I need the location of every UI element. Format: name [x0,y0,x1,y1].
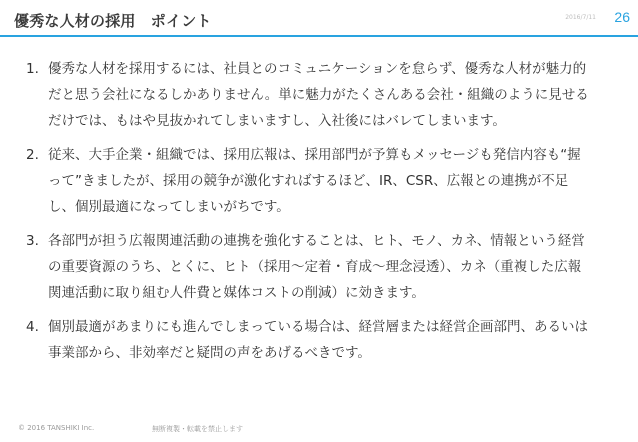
list-item-text: 従来、大手企業・組織では、採用広報は、採用部門が予算もメッセージも発信内容も“握って”きましたが、採用の競争が激化すればするほど、IR、CSR、広報との連携が不足し、個別最適になってしまいがちです。 [48,147,581,215]
list-item-number: 3. [26,233,39,249]
reproduction-notice: 無断複製・転載を禁止します [152,425,243,433]
list-item-number: 1. [26,61,39,77]
list-item [26,228,594,306]
slide-footer [0,422,638,442]
list-item-text: 個別最適があまりにも進んでしまっている場合は、経営層または経営企画部門、あるいは事業部から、非効率だと疑問の声をあげるべきです。 [48,319,588,361]
slide-title: 優秀な人材の採用 ポイント [14,12,212,30]
slide-header [0,0,638,36]
list-item-text: 優秀な人材を採用するには、社員とのコミュニケーションを怠らず、優秀な人材が魅力的だと思う会社になるしかありません。単に魅力がたくさんある会社・組織のように見せるだけでは、もはや見抜かれてしまいますし、入社後にはバレてしまいます。 [48,61,589,129]
list-item [26,56,594,134]
list-item-number: 4. [26,319,39,335]
page-number: 26 [614,9,630,25]
list-item [26,314,594,366]
list-item-text: 各部門が担う広報関連活動の連携を強化することは、ヒト、モノ、カネ、情報という経営の重要資源のうち、とくに、ヒト（採用〜定着・育成〜理念浸透）、カネ（重複した広報関連活動に取り組む人件費と媒体コストの削減）に効きます。 [48,233,585,301]
list-item [26,142,594,220]
slide-date: 2016/7/11 [565,14,596,21]
copyright-text: © 2016 TANSHIKI Inc. [18,424,95,432]
list-item-number: 2. [26,147,39,163]
header-divider [0,35,638,37]
key-points-list [26,56,594,374]
